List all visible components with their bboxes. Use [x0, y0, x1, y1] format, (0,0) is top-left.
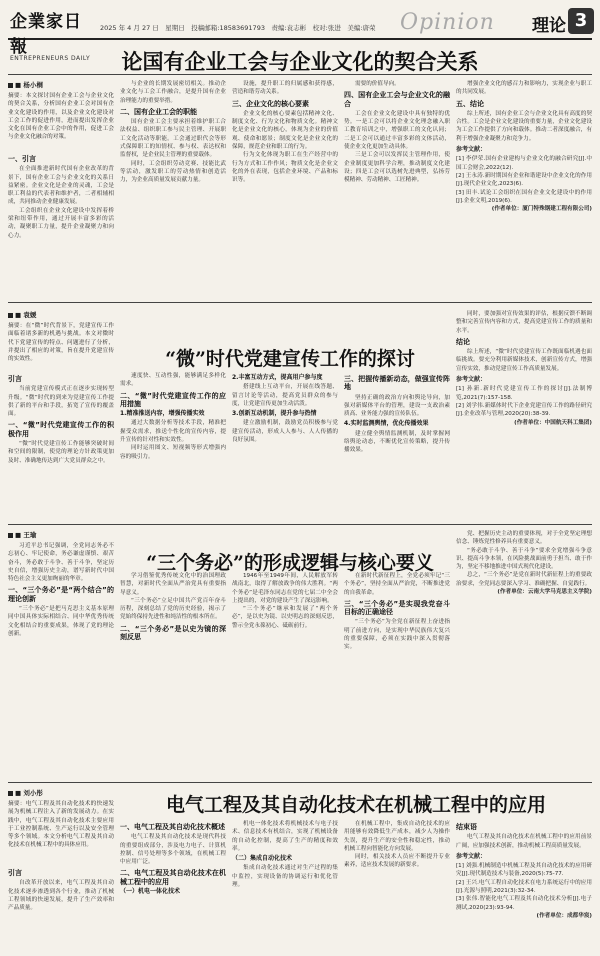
- section-heading: 一、“三个务必”是“两个结合”的理论创新: [8, 586, 114, 603]
- article-4-col-4: 在机械工程中，集成自动化技术的应用能够有效降低生产成本，减少人为操作失误，提升生产的安全性和稳定性，推动机械工程向智能化方向发展。 同时，相关技术人员应不断提升专业素养，适应技术发展的新要求。: [344, 821, 450, 869]
- section-heading: 二、电气工程及其自动化技术在机械工程中的应用: [120, 869, 226, 886]
- section-heading: 三、企业文化的核心要素: [232, 99, 309, 108]
- section-heading: 一、引言: [8, 155, 36, 163]
- section-heading: 引言: [8, 869, 22, 877]
- article-4-byline: ■ 刘小彤: [8, 788, 43, 797]
- subsection-heading: 1.精准推送内容，增强传播实效: [120, 410, 205, 418]
- section-heading: 三、把握传播新动态，做强宣传阵地: [344, 375, 450, 392]
- article-4-col-2: 一、电气工程及其自动化技术概述 电气工程及其自动化技术是现代科技的重要组成部分，涉及电力电子、计算机控制、信号处理等多个领域，在机械工程中应用广泛。 二、电气工程及其自动化技术在机械工程中的应用 （一）机电一体化技术: [120, 823, 226, 896]
- logo-english: ENTREPRENEURS DAILY: [10, 55, 91, 62]
- article-1-col-5: 增强企业文化的感召力和影响力，实现企业与职工的共同发展。 五、结论 综上所述，国有企业工会与企业文化具有高度的契合性。工会是企业文化建设的重要力量，企业文化建设为工会工作提供了方向和载体。推动二者深度融合，有利于增强企业凝聚力和竞争力。 参考文献： [1] 李伊荣.国有企业建构与企业文化的融合研究[J].中国工会财会,2022(12). [2] 王永涛.新时期国有企业和谐建设中企业文化的作用[J].现代企业文化,2023(6). [3] 田丰.试论工会组织在国有企业文化建设中的作用[J].企业文明,2019(6). (作者单位：厦门特殊钢建工程有限公司): [456, 81, 592, 213]
- section-heading: 结论: [456, 337, 470, 346]
- subsection-heading: （二）集成自动化技术: [232, 855, 293, 863]
- section-heading: 四、国有企业工会与企业文化的融合: [344, 91, 450, 108]
- author-affiliation: (作者单位：中国航天科工集团): [514, 419, 592, 426]
- reference-item: [1] 孙新.新时代党建宣传工作的探讨[J].法制博览,2021(7):157-158.: [456, 386, 592, 401]
- article-4-title: 电气工程及其自动化技术在机械工程中的应用: [165, 794, 546, 816]
- references-heading: 参考文献：: [456, 376, 487, 384]
- author-affiliation: (作者单位：厦门特殊钢建工程有限公司): [491, 206, 592, 213]
- article-2-col-4: 三、把握传播新动态，做强宣传阵地 坚持正确的政治方向和舆论导向，加强对新媒体平台的管理，建设一支政治素质高、业务能力强的宣传队伍。 4.实时监测舆情，优化传播效果 建立健全舆情监测机制，及时掌握网络舆论动态，不断优化宣传策略，提升传播效果。: [344, 375, 450, 454]
- reference-item: [1] 李伊荣.国有企业建构与企业文化的融合研究[J].中国工会财会,2022(12).: [456, 156, 592, 171]
- article-1-abstract: [8, 92, 114, 142]
- reference-item: [2] 刘学伟.新媒体时代下企业党建宣传工作的路径研究[J].企业改革与管理,2020(20):38-39.: [456, 402, 592, 418]
- section-heading: 引言: [8, 375, 22, 383]
- section-heading: 二、“微”时代党建宣传工作的应用措施: [120, 391, 226, 408]
- divider: [8, 524, 592, 525]
- section-heading: 二、“三个务必”是以史为镜的深刻反思: [120, 624, 226, 642]
- opinion-label: Opinion: [400, 10, 495, 35]
- logo-chinese: 企業家日報: [10, 12, 82, 57]
- article-3-title: “三个务必”的形成逻辑与核心要义: [146, 552, 434, 574]
- section-heading: 五、结论: [456, 99, 484, 108]
- article-2-col-2: 速度快、互动性强，能够满足多样化需求。 二、“微”时代党建宣传工作的应用措施 1.精准推送内容，增强传播实效 通过大数据分析等技术手段，精准把握受众需求，推送个性化的宣传内容，提升宣传的针对性和实效性。 同时运用图文、短视频等形式增强内容的吸引力。: [120, 373, 226, 460]
- article-4-abstract: [8, 800, 114, 850]
- article-1-col-2: 与企业的长期发展密切相关。推动企业文化与工会工作融合，是提升国有企业治理能力的重要举措。 二、国有企业工会的职能 国有企业工会主要承担着维护职工合法权益、组织职工参与民主管理、开展职工文化活动等职能。工会通过职代会等形式保障职工的知情权、参与权、表达权和监督权，是企业民主管理的重要载体。 同时，工会组织劳动竞赛、技能比武等活动，激发职工的劳动热情和创造活力，为企业高质量发展贡献力量。: [120, 81, 226, 184]
- article-3-col-5: 党、把握历史主动的重要体现，对于全党坚定理想信念、锤炼党性修养具有重要意义。 “务必敢于斗争、善于斗争”要求全党增强斗争意识、提高斗争本领，在风险挑战面前勇于担当、敢于作为，坚定不移地推进中国式现代化建设。 总之，“三个务必”是党在新时代新征程上的重要政治要求，全党同志要深入学习、准确把握、自觉践行。 (作者单位：云南大学马克思主义学院): [456, 531, 592, 596]
- issue-info: 2025 年 4 月 27 日 星期日 投稿邮箱:18583691793 责编:袁志彬 校对:张进 美编:唐荣: [100, 24, 376, 32]
- article-4-col-3: 机电一体化技术将机械技术与电子技术、信息技术有机结合，实现了机械设备的自动化控制，提高了生产的精度和效率。 （二）集成自动化技术 集成自动化技术通过对生产过程的集中监控，实现设备的协调运行和优化管理。: [232, 821, 338, 889]
- subsection-heading: （一）机电一体化技术: [120, 888, 181, 896]
- section-heading: 一、电气工程及其自动化技术概述: [120, 823, 225, 831]
- article-2-col-3: 2.丰富互动方式，提高用户参与度 搭建线上互动平台，开展在线答题、留言讨论等活动，提高党员群众的参与度，让党建宣传更加生动活泼。 3.创新互动机制，提升参与热情 建立激励机制，鼓励党员积极参与党建宣传活动，形成人人参与、人人传播的良好氛围。: [232, 374, 338, 444]
- subsection-heading: 4.实时监测舆情，优化传播效果: [344, 420, 429, 428]
- reference-item: [1] 刘强.机械制造中机械工程及其自动化技术的应用研究[J].现代制造技术与装备,2020(5):75-77.: [456, 863, 592, 878]
- subsection-heading: 3.创新互动机制，提升参与热情: [232, 410, 317, 418]
- section-name: 理论: [532, 16, 566, 36]
- article-2-byline: ■ 袁媛: [8, 310, 36, 319]
- article-2-abstract: [8, 322, 114, 363]
- article-1-col-4: 需要的价值导向。 四、国有企业工会与企业文化的融合 工会在企业文化建设中具有独特的优势。一是工会可以将企业文化理念融入职工教育培训之中，增强职工的文化认同；二是工会可以通过丰富多彩的文体活动，使企业文化更加生动具体。 三是工会可以发挥民主管理作用，使企业制度更加科学合理，推动制度文化建设；四是工会可以选树先进典型，弘扬劳模精神、劳动精神、工匠精神。: [344, 81, 450, 184]
- references-heading: 参考文献：: [456, 852, 487, 860]
- article-2-title: “微”时代党建宣传工作的探讨: [165, 348, 415, 370]
- subsection-heading: 2.丰富互动方式，提高用户参与度: [232, 374, 323, 381]
- article-2-col-5: 同时，要加强对宣传效果的评估，根据反馈不断调整和完善宣传内容和方式，提高党建宣传工作的质量和水平。 结论 综上所述，“微”时代党建宣传工作既面临机遇也面临挑战。要充分利用新媒体技术，创新宣传方式，增强宣传实效，推动党建宣传工作高质量发展。 参考文献： [1] 孙新.新时代党建宣传工作的探讨[J].法制博览,2021(7):157-158. [2] 刘学伟.新媒体时代下企业党建宣传工作的路径研究[J].企业改革与管理,2020(20):38-39. (作者单位：中国航天科工集团): [456, 311, 592, 426]
- section-heading: 三、“三个务必”是实现我党奋斗目标的正确途径: [344, 599, 450, 617]
- divider: [8, 302, 592, 303]
- article-3-byline: ■ 王瑜: [8, 530, 36, 539]
- reference-item: [2] 王永涛.新时期国有企业和谐建设中企业文化的作用[J].现代企业文化,2023(6).: [456, 172, 592, 188]
- newspaper-logo: [10, 7, 94, 62]
- section-heading: 一、“微”时代党建宣传工作的积极作用: [8, 421, 114, 438]
- reference-item: [2] 王兴.电气工程自动化技术在电力系统运行中的应用[J].光源与照明,2021(3):32-34.: [456, 879, 592, 895]
- article-4-col-1: 引言 自改革开放以来，电气工程及其自动化技术逐步渗透到各个行业，推动了机械工程领域的快速发展，提升了生产效率和产品质量。: [8, 869, 114, 912]
- article-1-title: 论国有企业工会与企业文化的契合关系: [121, 49, 479, 74]
- divider: [8, 74, 592, 75]
- article-1-col-1: 一、引言 在全面推进新时代国有企业改革的背景下，国有企业工会与企业文化的关系日益紧密。企业文化是企业的灵魂，工会是职工利益的代表者和维护者，二者相辅相成，共同推动企业健康发展。 工会组织在企业文化建设中发挥着桥梁和纽带作用，通过开展丰富多彩的活动，凝聚职工力量，提升企业凝聚力和向心力。: [8, 155, 114, 239]
- article-4-col-5: 结束语 电气工程及其自动化技术在机械工程中的应用前景广阔，应加强技术创新，推动机械工程高质量发展。 参考文献： [1] 刘强.机械制造中机械工程及其自动化技术的应用研究[J].现代制造技术与装备,2020(5):75-77. [2] 王兴.电气工程自动化技术在电力系统运行中的应用[J].光源与照明,2021(3):32-34. [3] 张伟.智能化电气工程及其自动化技术分析[J].电子测试,2020(23):93-94. (作者单位：成都华宸): [456, 823, 592, 919]
- author-affiliation: (作者单位：成都华宸): [536, 912, 592, 919]
- article-1-col-3: 设施，提升职工的归属感和获得感，营造和谐劳动关系。 三、企业文化的核心要素 企业文化的核心要素包括精神文化、制度文化、行为文化和物质文化。精神文化是企业文化的核心，体现为企业的价值观、使命和愿景；制度文化是企业文化的保障，规范企业和职工的行为。 行为文化体现为职工在生产经营中的行为方式和工作作风；物质文化是企业文化的外在表现，包括企业环境、产品和标识等。: [232, 81, 338, 184]
- section-heading: 二、国有企业工会的职能: [120, 107, 197, 116]
- article-3-col-4: 在新时代新征程上，全党必须牢记“三个务必”，坚持全面从严治党，不断推进党的自我革命。 三、“三个务必”是实现我党奋斗目标的正确途径 “三个务必”为全党在新征程上奋进指明了前进方向，是实现中华民族伟大复兴的重要保障，必须在实践中深入贯彻落实。: [344, 573, 450, 651]
- section-heading: 结束语: [456, 823, 477, 831]
- reference-item: [3] 张伟.智能化电气工程及其自动化技术分析[J].电子测试,2020(23):93-94.: [456, 896, 592, 911]
- article-3-col-2: 学习借鉴优秀传统文化中的治国理政智慧，对新时代全面从严治党具有重要指导意义。 “三个务必”立足中国共产党百年奋斗历程，深刻总结了党的历史经验，揭示了党始终保持先进性和纯洁性的根本所在。 二、“三个务必”是以史为镜的深刻反思: [120, 573, 226, 642]
- page-number: 3: [568, 8, 594, 34]
- abstract-text: 摘要：本文探讨国有企业工会与企业文化的契合关系，分析国有企业工会对国有企业文化建设的作用，以及企业文化建设对工会工作的促进作用，进而提出发挥企业文化在国有企业工会中的作用，促进工会与企业文化融合的对策。: [8, 93, 114, 141]
- divider: [8, 782, 592, 783]
- article-3-col-1: 习近平总书记强调，全党同志务必不忘初心、牢记使命，务必谦虚谨慎、艰苦奋斗，务必敢于斗争、善于斗争，坚定历史自信，增强历史主动，谱写新时代中国特色社会主义更加绚丽的华章。 一、“三个务必”是“两个结合”的理论创新 “三个务必”是把马克思主义基本原理同中国具体实际相结合、同中华优秀传统文化相结合的重要成果，体现了党的理论创新。: [8, 543, 114, 637]
- article-2-col-1: 引言 当前党建宣传模式正在逐步实现转型升级。“微”时代的到来为党建宣传工作提供了新的平台和手段，拓宽了宣传的覆盖面。 一、“微”时代党建宣传工作的积极作用 “微”时代党建宣传工作能够突破时间和空间的限制，使党的理论方针政策更加及时、准确地传达到广大党员群众之中。: [8, 375, 114, 464]
- abstract-text: 摘要：电气工程及其自动化技术的快速发展为机械工程注入了新的发展动力。在实践中，电气工程及其自动化技术主要应用于工业控制系统、生产运行以及安全管理等多个领域。本文分析电气工程及其自动化技术在机械工程中的具体应用。: [8, 801, 114, 849]
- article-1-byline: ■ 杨小桐: [8, 80, 43, 89]
- author-affiliation: (作者单位：云南大学马克思主义学院): [497, 589, 592, 596]
- references-heading: 参考文献：: [456, 146, 487, 154]
- abstract-text: 摘要：在“微”时代背景下，党建宣传工作面临着诸多新的机遇与挑战。本文对微时代下党建宣传的特点、问题进行了分析，并提出了相应的对策，旨在提升党建宣传的实效性。: [8, 323, 114, 363]
- article-3-col-3: 1946年至1949年间，人民解放军转战南北，取得了解放战争的伟大胜利。“两个务必”是毛泽东同志在党的七届二中全会上提出的，对党的建设产生了深远影响。 “三个务必”继承和发展了“两个务必”，是以史为镜、以史明志的深刻反思，警示全党永葆初心、砥砺前行。: [232, 573, 338, 629]
- reference-item: [3] 田丰.试论工会组织在国有企业文化建设中的作用[J].企业文明,2019(6).: [456, 189, 592, 204]
